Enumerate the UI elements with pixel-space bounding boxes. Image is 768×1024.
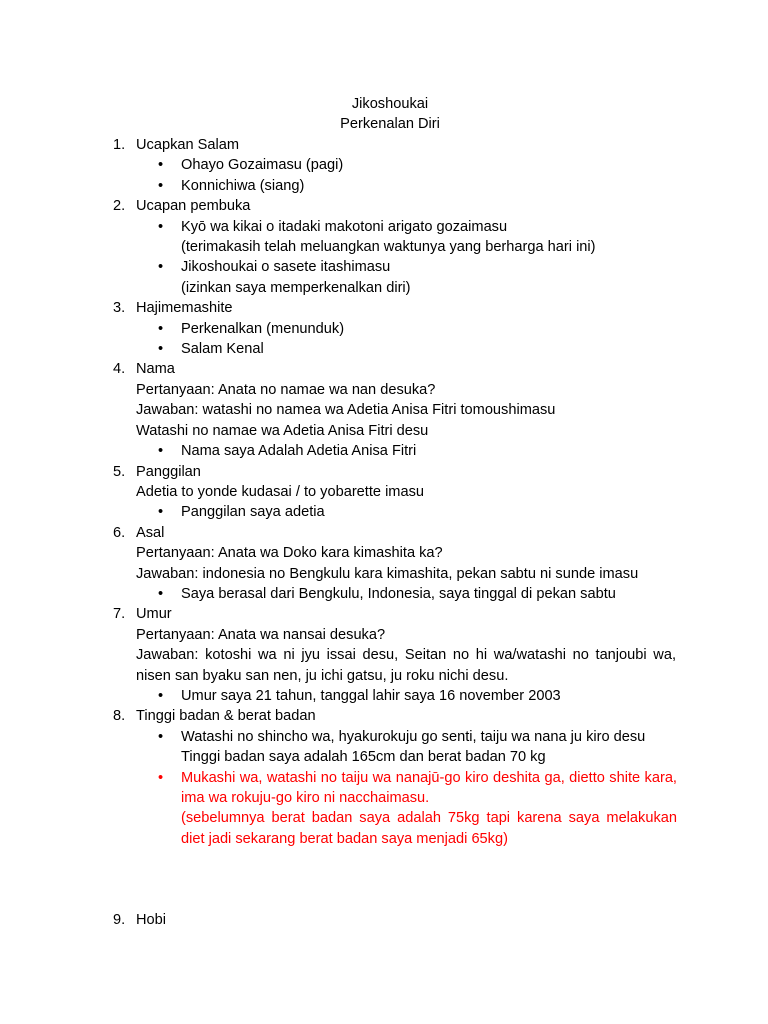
bullet-translation-highlighted [0,808,677,849]
bullet-text: Kyō wa kikai o itadaki makotoni arigato gozaimasu [181,218,508,235]
answer-line: Watashi no namae wa Adetia Anisa Fitri desu [136,422,429,439]
section-list [0,135,768,931]
bullet-icon: • [158,341,164,358]
bullet-text: Nama saya Adalah Adetia Anisa Fitri [181,443,417,460]
section-number: 1. [113,137,126,153]
answer-line: Jawaban: watashi no namea wa Adetia Anisa Fitri tomoushimasu [136,402,556,419]
section-8 [0,706,768,849]
bullet-translation: (terimakasih telah meluangkan waktunya yang berharga hari ini) [181,239,596,256]
section-1 [0,135,768,196]
bullet-icon: • [158,585,164,602]
section-heading: Hajimemashite [136,300,233,317]
list-item [0,502,768,522]
section-heading: Hobi [136,912,167,929]
list-item [0,441,768,461]
section-number: 3. [113,300,126,317]
bullet-icon: • [158,320,164,337]
section-heading: Umur [136,606,172,623]
bullet-icon: • [158,504,164,521]
section-heading: Ucapkan Salam [136,137,240,153]
section-heading: Ucapan pembuka [136,198,251,215]
answer-paragraph: Jawaban: kotoshi wa ni jyu issai desu, Seitan no hi wa/watashi no tanjoubi wa, nisen san byaku san nen, ju ichi gatsu, ju roku nichi desu. [136,647,676,684]
bullet-icon: • [158,443,164,460]
bullet-icon: • [158,769,164,786]
bullet-icon: • [158,259,164,276]
bullet-icon: • [158,177,164,194]
bullet-text: Ohayo Gozaimasu (pagi) [181,157,344,174]
section-7 [0,604,768,706]
bullet-text: Salam Kenal [181,341,264,358]
bullet-translation: Tinggi badan saya adalah 165cm dan berat badan 70 kg [181,749,546,766]
bullet-icon: • [158,218,164,235]
bullet-translation: (izinkan saya memperkenalkan diri) [181,279,411,296]
list-item [0,584,768,604]
section-5 [0,462,768,523]
bullet-text: Mukashi wa, watashi no taiju wa nanajū-go kiro deshita ga, dietto shite kara, ima wa rokuju-go kiro ni nacchaimasu. [181,769,677,806]
section-heading: Asal [136,524,165,541]
section-9 [0,910,768,930]
section-number: 4. [113,361,126,378]
list-item-highlighted [0,768,677,809]
question-line: Pertanyaan: Anata wa nansai desuka? [136,626,386,643]
list-item [0,319,768,339]
bullet-text: Jikoshoukai o sasete itashimasu [181,259,391,276]
list-item [0,339,768,359]
question-line: Pertanyaan: Anata wa Doko kara kimashita ka? [136,545,443,562]
section-heading: Panggilan [136,463,201,480]
section-3 [0,298,768,359]
section-heading: Tinggi badan & berat badan [136,708,316,725]
section-number: 7. [113,606,126,623]
answer-line: Adetia to yonde kudasai / to yobarette imasu [136,483,424,500]
list-item [0,155,768,175]
blank-space [0,849,768,910]
bullet-text: Umur saya 21 tahun, tanggal lahir saya 16 november 2003 [181,687,561,704]
section-number: 9. [113,912,126,929]
bullet-text: Saya berasal dari Bengkulu, Indonesia, saya tinggal di pekan sabtu [181,585,616,602]
bullet-text: Konnichiwa (siang) [181,177,305,194]
bullet-translation-text: (sebelumnya berat badan saya adalah 75kg tapi karena saya melakukan diet jadi sekarang berat badan saya menjadi 65kg) [181,810,677,847]
question-line: Pertanyaan: Anata no namae wa nan desuka? [136,381,436,398]
section-2 [0,196,768,298]
section-number: 2. [113,198,126,215]
list-item [0,217,768,237]
bullet-icon: • [158,687,164,704]
section-heading: Nama [136,361,175,378]
list-item [0,257,768,277]
bullet-text: Panggilan saya adetia [181,504,325,521]
section-number: 8. [113,708,126,725]
section-6 [0,523,768,605]
document-title: Jikoshoukai [351,96,429,112]
list-item [0,727,768,747]
section-number: 5. [113,463,126,480]
bullet-text: Watashi no shincho wa, hyakurokuju go senti, taiju wa nana ju kiro desu [181,728,646,745]
section-number: 6. [113,524,126,541]
section-4 [0,359,768,461]
bullet-icon: • [158,157,164,174]
answer-line: Jawaban: indonesia no Bengkulu kara kimashita, pekan sabtu ni sunde imasu [136,565,639,582]
bullet-text: Perkenalkan (menunduk) [181,320,345,337]
bullet-icon: • [158,728,164,745]
list-item [0,176,768,196]
list-item [0,686,768,706]
document-subtitle: Perkenalan Diri [340,116,440,132]
